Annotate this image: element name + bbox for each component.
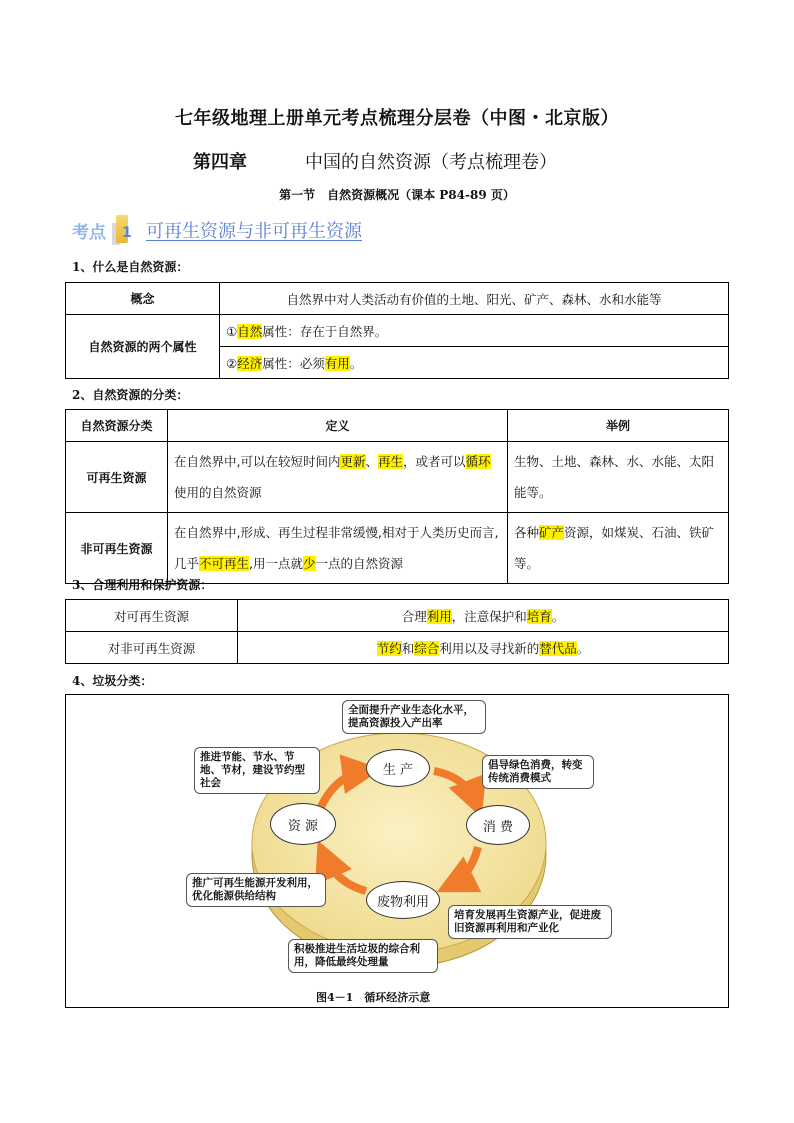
kaodian-number: 1 <box>122 225 132 241</box>
node-consumption: 消 费 <box>466 805 530 845</box>
chapter-number: 第四章 <box>193 152 247 173</box>
note-consumption: 倡导绿色消费，转变传统消费模式 <box>482 755 594 789</box>
attribute-natural: ①自然属性：存在于自然界。 <box>220 315 729 347</box>
concept-label: 概念 <box>66 283 220 315</box>
note-renewable-energy: 推广可再生能源开发利用，优化能源供给结构 <box>186 873 326 907</box>
note-resource-saving: 推进节能、节水、节地、节材，建设节约型社会 <box>194 747 320 794</box>
concept-value: 自然界中对人类活动有价值的土地、阳光、矿产、森林、水和水能等 <box>220 283 729 315</box>
node-waste: 废物利用 <box>366 881 440 919</box>
nonrenewable-policy: 节约和综合利用以及寻找新的替代品。 <box>238 632 729 664</box>
protection-table <box>65 599 729 664</box>
chapter-title: 中国的自然资源（考点梳理卷） <box>305 152 557 173</box>
nonrenewable-definition: 在自然界中,形成、再生过程非常缓慢,相对于人类历史而言,几乎不可再生,用一点就少一点的自然资源 <box>168 513 508 584</box>
node-resource: 资 源 <box>270 803 336 845</box>
col-header-example: 举例 <box>508 410 729 442</box>
attribute-economic: ②经济属性：必须有用。 <box>220 347 729 379</box>
col-header-definition: 定义 <box>168 410 508 442</box>
note-production: 全面提升产业生态化水平，提高资源投入产出率 <box>342 700 486 734</box>
natural-resource-table <box>65 282 729 379</box>
note-garbage: 积极推进生活垃圾的综合利用，降低最终处理量 <box>288 939 438 973</box>
nonrenewable-policy-label: 对非可再生资源 <box>66 632 238 664</box>
note-recycling-industry: 培育发展再生资源产业，促进废旧资源再利用和产业化 <box>448 905 612 939</box>
renewable-label: 可再生资源 <box>66 442 168 513</box>
col-header-class: 自然资源分类 <box>66 410 168 442</box>
renewable-policy-label: 对可再生资源 <box>66 600 238 632</box>
kaodian-label: 考点 <box>72 222 106 243</box>
renewable-example: 生物、土地、森林、水、水能、太阳能等。 <box>508 442 729 513</box>
kaodian-title: 可再生资源与非可再生资源 <box>146 221 362 242</box>
section-title: 第一节 自然资源概况（课本 P84-89 页） <box>279 188 515 202</box>
renewable-definition: 在自然界中,可以在较短时间内更新、再生，或者可以循环使用的自然资源 <box>168 442 508 513</box>
section-2-heading: 2、自然资源的分类： <box>72 388 189 402</box>
nonrenewable-example: 各种矿产资源，如煤炭、石油、铁矿等。 <box>508 513 729 584</box>
attributes-label: 自然资源的两个属性 <box>66 315 220 379</box>
kaodian-heading <box>72 214 362 246</box>
page-title: 七年级地理上册单元考点梳理分层卷（中图・北京版） <box>175 108 619 129</box>
section-4-heading: 4、垃圾分类： <box>72 674 153 688</box>
nonrenewable-label: 非可再生资源 <box>66 513 168 584</box>
section-1-heading: 1、什么是自然资源： <box>72 260 189 274</box>
circular-economy-diagram <box>65 694 729 1008</box>
section-3-heading: 3、合理利用和保护资源： <box>72 578 213 592</box>
figure-caption: 图4－1 循环经济示意 <box>316 991 431 1004</box>
renewable-policy: 合理利用，注意保护和培育。 <box>238 600 729 632</box>
classification-table <box>65 409 729 584</box>
node-production: 生 产 <box>366 749 430 787</box>
kaodian-number-icon <box>112 215 134 245</box>
